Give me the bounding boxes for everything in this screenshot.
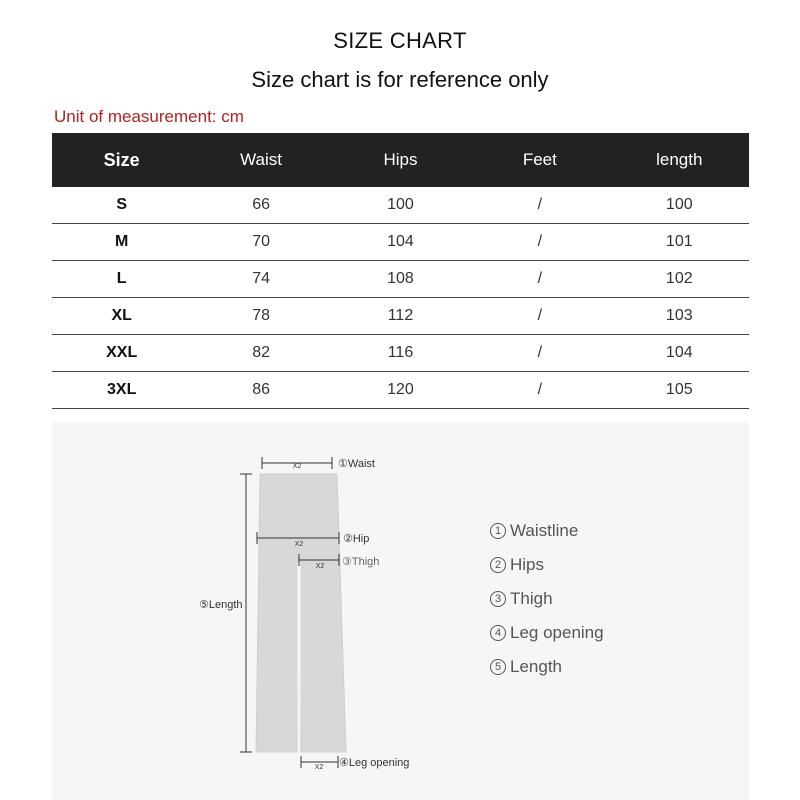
measurement-legend (490, 514, 604, 684)
legend-item-length (490, 650, 604, 684)
cell-length: 101 (610, 224, 749, 261)
cell-size: 3XL (52, 372, 191, 409)
legend-label: Waistline (510, 521, 579, 540)
cell-waist: 86 (191, 372, 330, 409)
pants-silhouette (256, 474, 346, 752)
leg-opening-label: ④Leg opening (339, 757, 410, 769)
cell-waist: 78 (191, 298, 330, 335)
legend-item-thigh (490, 582, 604, 616)
cell-size: XL (52, 298, 191, 335)
cell-waist: 70 (191, 224, 330, 261)
number-1-icon: 1 (490, 523, 506, 539)
legend-label: Length (510, 657, 562, 676)
cell-feet: / (470, 335, 609, 372)
number-4-icon: 4 (490, 625, 506, 641)
length-label: ⑤Length (199, 599, 243, 611)
cell-feet: / (470, 187, 609, 224)
cell-length: 102 (610, 261, 749, 298)
leg-opening-x2-label: X2 (314, 764, 324, 771)
legend-label: Leg opening (510, 623, 604, 642)
cell-hips: 116 (331, 335, 470, 372)
hip-x2-label: X2 (294, 541, 304, 548)
number-2-icon: 2 (490, 557, 506, 573)
chart-title: SIZE CHART (333, 28, 467, 53)
thigh-label: ③Thigh (342, 556, 380, 568)
cell-hips: 120 (331, 372, 470, 409)
legend-item-waistline (490, 514, 604, 548)
cell-waist: 82 (191, 335, 330, 372)
thigh-x2-label: X2 (315, 563, 325, 570)
number-3-icon: 3 (490, 591, 506, 607)
unit-note: Unit of measurement: cm (54, 107, 244, 126)
legend-label: Thigh (510, 589, 553, 608)
waist-x2-label: X2 (292, 463, 302, 470)
cell-hips: 112 (331, 298, 470, 335)
cell-feet: / (470, 372, 609, 409)
cell-feet: / (470, 224, 609, 261)
waist-label: ①Waist (338, 458, 375, 470)
legend-item-leg-opening (490, 616, 604, 650)
cell-waist: 74 (191, 261, 330, 298)
cell-feet: / (470, 261, 609, 298)
header-feet: Feet (470, 133, 609, 187)
cell-waist: 66 (191, 187, 330, 224)
cell-length: 103 (610, 298, 749, 335)
legend-label: Hips (510, 555, 545, 574)
header-hips: Hips (331, 133, 470, 187)
legend-item-hips (490, 548, 604, 582)
cell-length: 104 (610, 335, 749, 372)
cell-size: S (52, 187, 191, 224)
cell-hips: 108 (331, 261, 470, 298)
header-waist: Waist (191, 133, 330, 187)
cell-feet: / (470, 298, 609, 335)
cell-hips: 100 (331, 187, 470, 224)
number-5-icon: 5 (490, 659, 506, 675)
cell-size: XXL (52, 335, 191, 372)
chart-subtitle: Size chart is for reference only (251, 67, 549, 92)
cell-size: L (52, 261, 191, 298)
cell-length: 100 (610, 187, 749, 224)
cell-hips: 104 (331, 224, 470, 261)
header-size: Size (52, 133, 191, 187)
header-length: length (610, 133, 749, 187)
cell-length: 105 (610, 372, 749, 409)
cell-size: M (52, 224, 191, 261)
hip-label: ②Hip (343, 533, 370, 545)
